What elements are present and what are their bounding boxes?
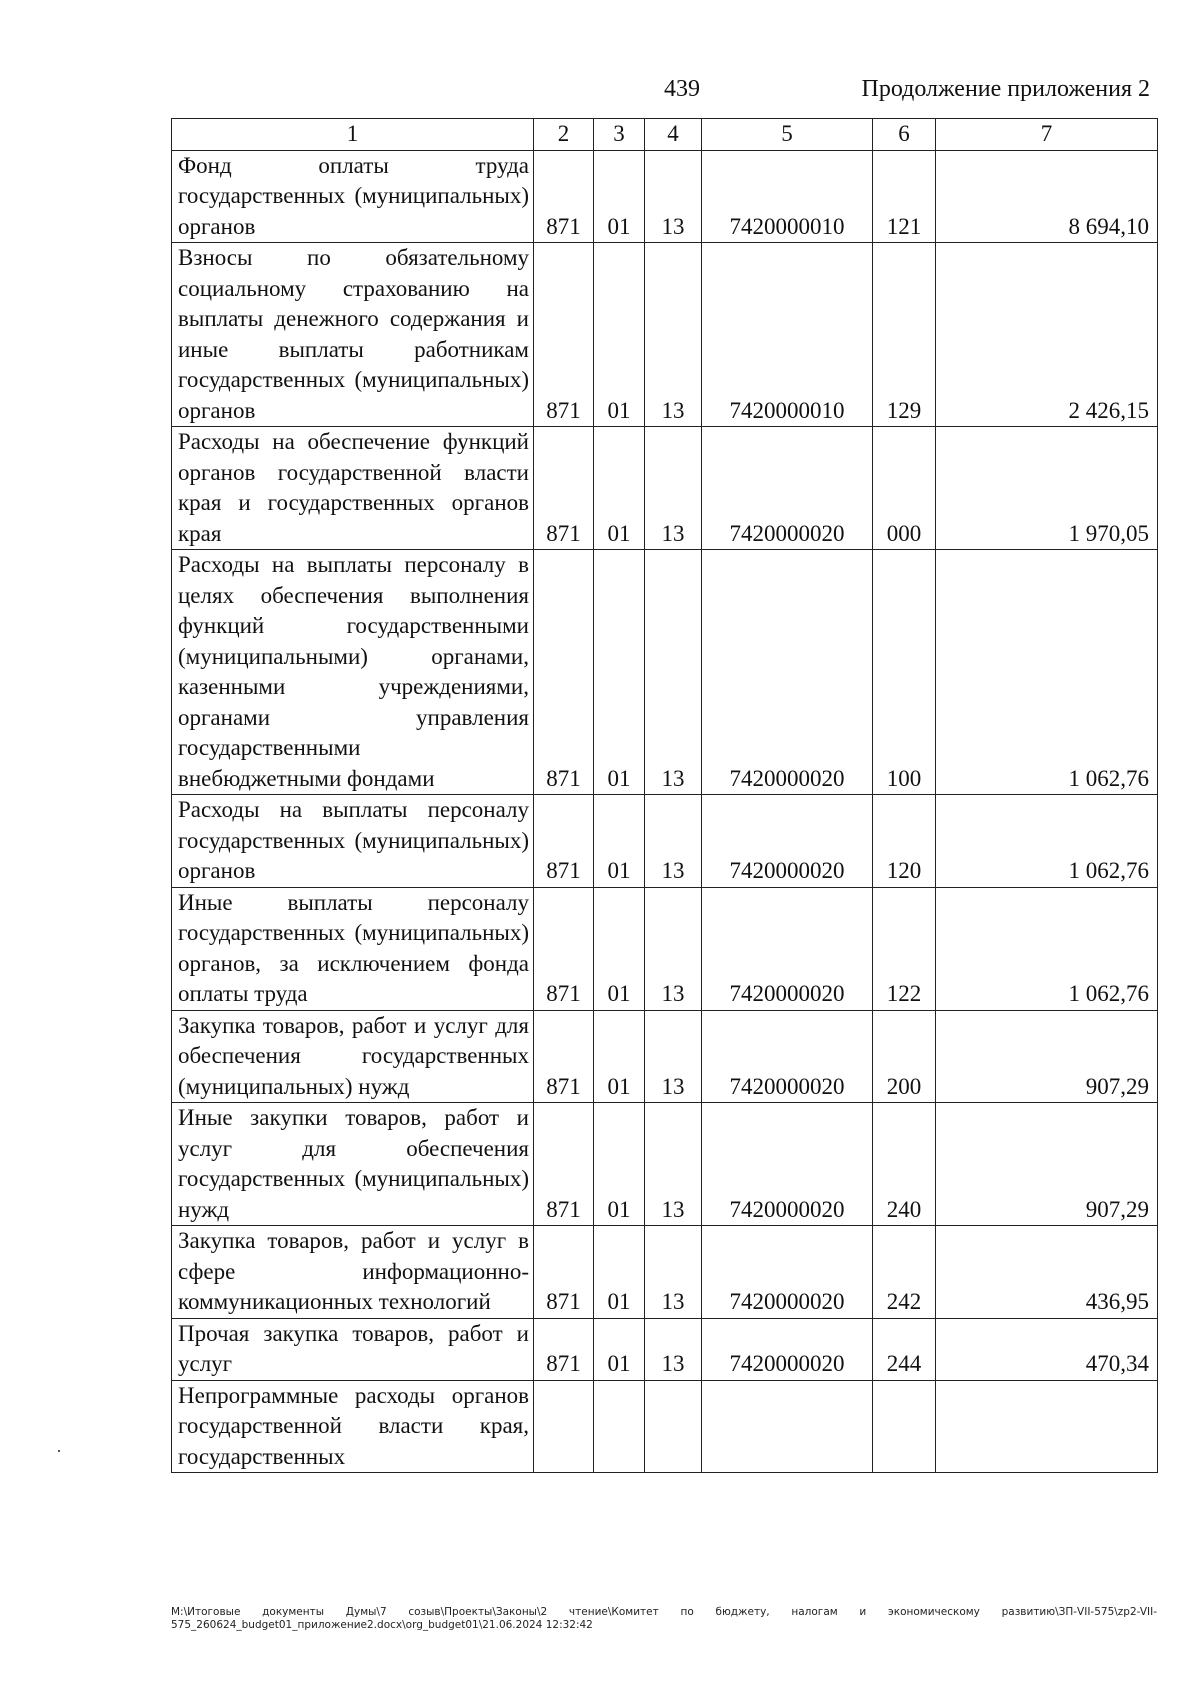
row-description: Закупка товаров, работ и услуг для обеспечения государственных (муниципальных) нужд xyxy=(172,1010,534,1103)
cell-expense-type: 120 xyxy=(873,795,936,888)
column-header: 3 xyxy=(594,119,645,151)
cell-admin-code: 871 xyxy=(534,887,594,1010)
row-description: Расходы на выплаты персоналу государственных (муниципальных) органов xyxy=(172,795,534,888)
page-number: 439 xyxy=(664,76,700,102)
cell-amount: 8 694,10 xyxy=(936,150,1158,243)
cell-expense-type: 242 xyxy=(873,1226,936,1319)
cell-amount: 1 062,76 xyxy=(936,795,1158,888)
table-row xyxy=(172,243,1158,427)
cell-admin-code: 871 xyxy=(534,550,594,795)
cell-target-code: 7420000020 xyxy=(702,887,873,1010)
table-row xyxy=(172,887,1158,1010)
cell-subsection: 13 xyxy=(645,795,702,888)
table-row xyxy=(172,1318,1158,1380)
cell-amount xyxy=(936,1380,1158,1473)
row-description: Иные выплаты персоналу государственных (муниципальных) органов, за исключением фонда оплаты труда xyxy=(172,887,534,1010)
cell-subsection: 13 xyxy=(645,887,702,1010)
cell-admin-code: 871 xyxy=(534,795,594,888)
cell-section xyxy=(594,1380,645,1473)
column-header: 6 xyxy=(873,119,936,151)
cell-amount: 2 426,15 xyxy=(936,243,1158,427)
cell-expense-type: 100 xyxy=(873,550,936,795)
cell-section: 01 xyxy=(594,1226,645,1319)
cell-amount: 470,34 xyxy=(936,1318,1158,1380)
cell-admin-code xyxy=(534,1380,594,1473)
table-row xyxy=(172,1103,1158,1226)
cell-subsection: 13 xyxy=(645,1318,702,1380)
cell-target-code: 7420000010 xyxy=(702,150,873,243)
cell-amount: 436,95 xyxy=(936,1226,1158,1319)
cell-subsection: 13 xyxy=(645,1226,702,1319)
column-header: 4 xyxy=(645,119,702,151)
cell-expense-type: 129 xyxy=(873,243,936,427)
cell-target-code: 7420000020 xyxy=(702,1226,873,1319)
cell-section: 01 xyxy=(594,427,645,550)
table-header-row xyxy=(172,119,1158,151)
table-row xyxy=(172,550,1158,795)
table-row xyxy=(172,1010,1158,1103)
row-description: Прочая закупка товаров, работ и услуг xyxy=(172,1318,534,1380)
cell-admin-code: 871 xyxy=(534,1318,594,1380)
cell-target-code xyxy=(702,1380,873,1473)
row-description: Иные закупки товаров, работ и услуг для обеспечения государственных (муниципальных) нужд xyxy=(172,1103,534,1226)
cell-amount: 1 062,76 xyxy=(936,887,1158,1010)
row-description: Закупка товаров, работ и услуг в сфере информационно-коммуникационных технологий xyxy=(172,1226,534,1319)
row-description: Фонд оплаты труда государственных (муниципальных) органов xyxy=(172,150,534,243)
column-header: 5 xyxy=(702,119,873,151)
row-description: Взносы по обязательному социальному страхованию на выплаты денежного содержания и иные выплаты работникам государственных (муниципальных) органов xyxy=(172,243,534,427)
table-row xyxy=(172,1226,1158,1319)
cell-expense-type: 240 xyxy=(873,1103,936,1226)
cell-target-code: 7420000020 xyxy=(702,1010,873,1103)
cell-subsection: 13 xyxy=(645,243,702,427)
cell-expense-type: 200 xyxy=(873,1010,936,1103)
cell-section: 01 xyxy=(594,1010,645,1103)
cell-expense-type: 121 xyxy=(873,150,936,243)
cell-expense-type: 000 xyxy=(873,427,936,550)
cell-section: 01 xyxy=(594,887,645,1010)
cell-target-code: 7420000010 xyxy=(702,243,873,427)
cell-admin-code: 871 xyxy=(534,1103,594,1226)
cell-admin-code: 871 xyxy=(534,150,594,243)
table-row xyxy=(172,427,1158,550)
column-header: 7 xyxy=(936,119,1158,151)
cell-target-code: 7420000020 xyxy=(702,795,873,888)
cell-section: 01 xyxy=(594,795,645,888)
cell-subsection: 13 xyxy=(645,150,702,243)
cell-section: 01 xyxy=(594,150,645,243)
cell-amount: 907,29 xyxy=(936,1103,1158,1226)
cell-amount: 1 970,05 xyxy=(936,427,1158,550)
cell-section: 01 xyxy=(594,243,645,427)
cell-admin-code: 871 xyxy=(534,1226,594,1319)
table-row xyxy=(172,150,1158,243)
cell-subsection: 13 xyxy=(645,1103,702,1226)
table-row xyxy=(172,795,1158,888)
file-path-footer: M:\Итоговые документы Думы\7 созыв\Проекты\Законы\2 чтение\Комитет по бюджету, налогам и экономическому развитию\ЗП-VII-575\zp2-VII-575_260624_budget01_приложение2.docx\org_budget01\21.06.2024 12:32:42 xyxy=(171,1606,1157,1631)
continuation-label: Продолжение приложения 2 xyxy=(861,76,1150,102)
cell-amount: 907,29 xyxy=(936,1010,1158,1103)
cell-subsection: 13 xyxy=(645,427,702,550)
row-description: Расходы на выплаты персоналу в целях обеспечения выполнения функций государственными (муниципальными) органами, казенными учреждениями, органами управления государственными внебюджетными фондами xyxy=(172,550,534,795)
cell-expense-type xyxy=(873,1380,936,1473)
cell-section: 01 xyxy=(594,1318,645,1380)
cell-admin-code: 871 xyxy=(534,427,594,550)
cell-subsection: 13 xyxy=(645,1010,702,1103)
cell-admin-code: 871 xyxy=(534,1010,594,1103)
cell-target-code: 7420000020 xyxy=(702,1318,873,1380)
cell-target-code: 7420000020 xyxy=(702,427,873,550)
cell-admin-code: 871 xyxy=(534,243,594,427)
cell-section: 01 xyxy=(594,550,645,795)
cell-target-code: 7420000020 xyxy=(702,1103,873,1226)
cell-expense-type: 122 xyxy=(873,887,936,1010)
table-row xyxy=(172,1380,1158,1473)
cell-expense-type: 244 xyxy=(873,1318,936,1380)
row-description: Расходы на обеспечение функций органов государственной власти края и государственных органов края xyxy=(172,427,534,550)
column-header: 2 xyxy=(534,119,594,151)
cell-amount: 1 062,76 xyxy=(936,550,1158,795)
cell-subsection: 13 xyxy=(645,550,702,795)
cell-target-code: 7420000020 xyxy=(702,550,873,795)
row-description: Непрограммные расходы органов государственной власти края, государственных xyxy=(172,1380,534,1473)
cell-section: 01 xyxy=(594,1103,645,1226)
column-header: 1 xyxy=(172,119,534,151)
cell-subsection xyxy=(645,1380,702,1473)
budget-table xyxy=(171,118,1158,1473)
scan-speck xyxy=(58,1450,60,1452)
